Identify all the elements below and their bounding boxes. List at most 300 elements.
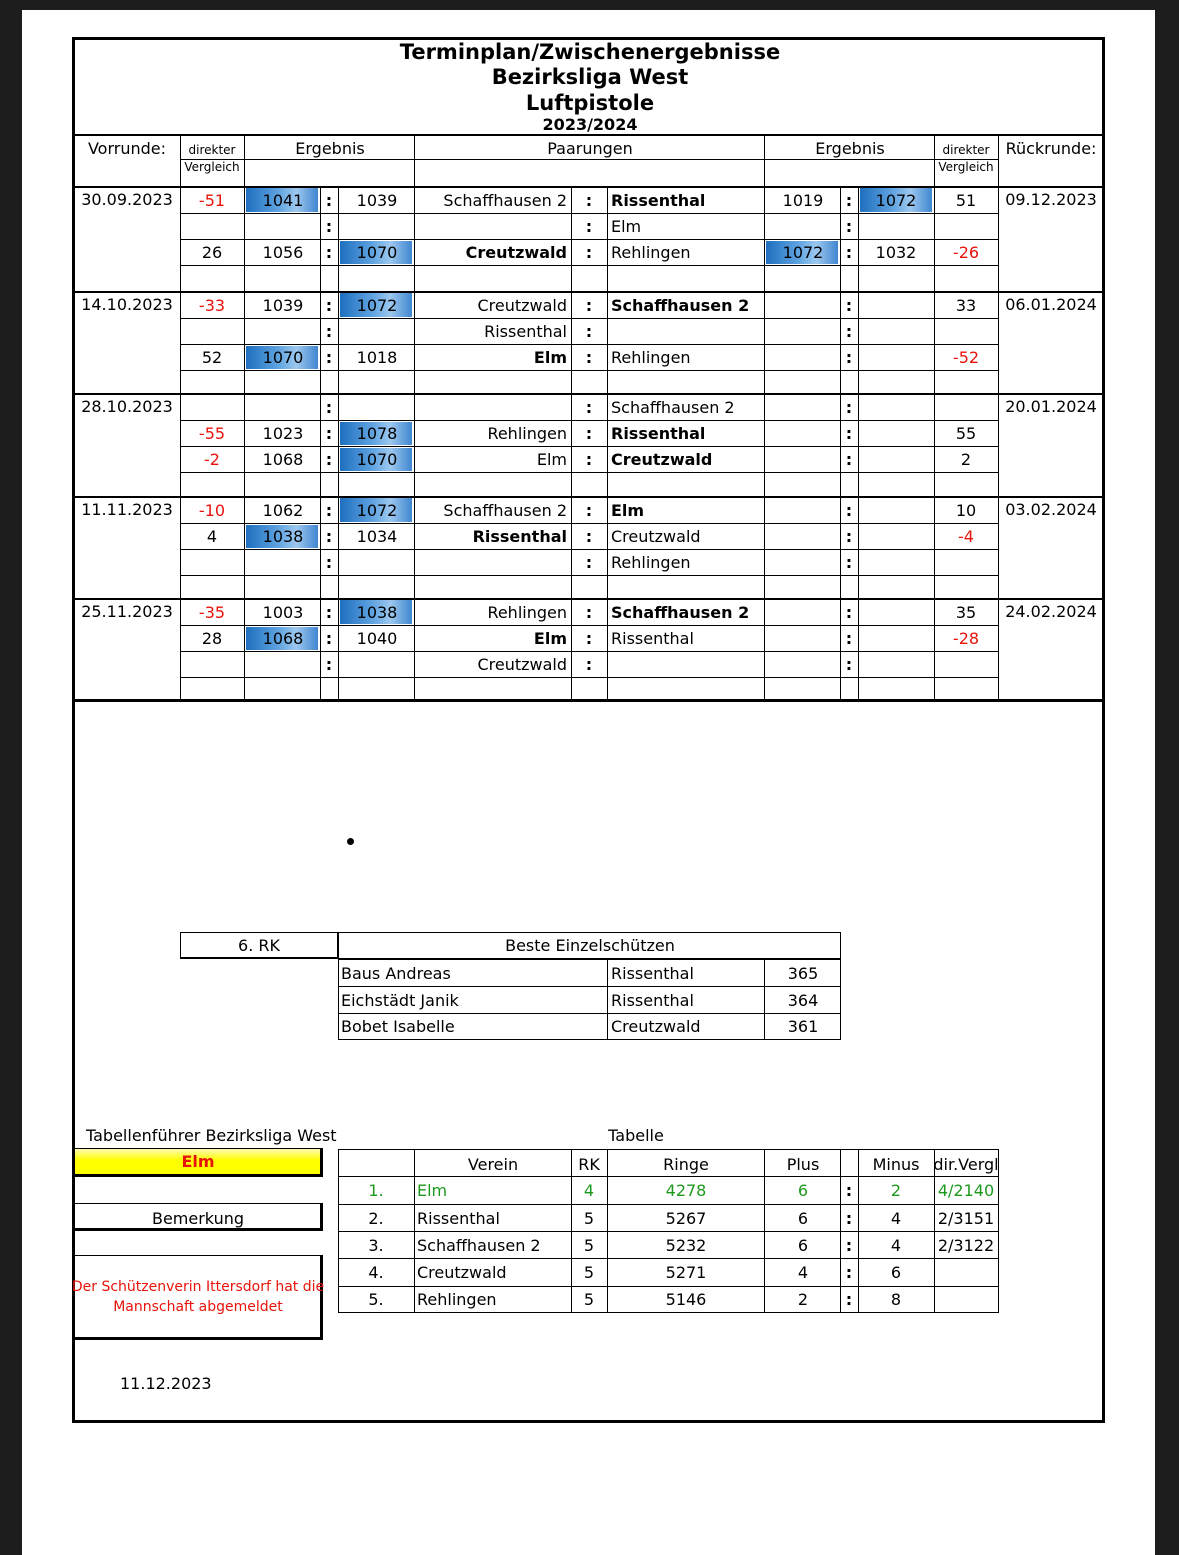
best-shooters-title: Beste Einzelschützen (505, 936, 675, 955)
score-separator: : (845, 348, 853, 367)
column-rule (244, 496, 245, 598)
match-row-rule (180, 472, 998, 473)
home-team: Elm (533, 348, 567, 367)
away-team: Schaffhausen 2 (611, 295, 750, 315)
match-row-rule (180, 625, 998, 626)
column-rule (571, 393, 572, 496)
direct-comparison-second: -28 (952, 629, 980, 648)
table-row-rule (338, 1286, 998, 1287)
away-team: Rissenthal (611, 190, 706, 210)
column-rule (180, 496, 181, 598)
table-column-rule (840, 1149, 841, 1313)
score-separator: : (845, 553, 853, 572)
vorrunde-date: 11.11.2023 (81, 500, 173, 519)
score-separator: : (325, 655, 333, 674)
column-rule (607, 393, 608, 496)
column-rule (180, 291, 181, 393)
home-team: Rissenthal (484, 322, 567, 341)
remark-text-line-1: Der Schützenverin Ittersdorf hat die (71, 1279, 325, 1295)
home-team: Rissenthal (472, 527, 567, 546)
col-ringe: Ringe (663, 1154, 709, 1174)
column-rule (858, 291, 859, 393)
table-row-rule (338, 1312, 998, 1313)
home-team: Schaffhausen 2 (443, 190, 567, 210)
direct-comparison-second: 55 (955, 424, 977, 443)
score-separator: : (845, 602, 853, 622)
column-rule (180, 598, 181, 699)
score-separator: : (325, 553, 333, 572)
header-direkter-left: direkter (188, 143, 236, 157)
away-team: Rehlingen (611, 348, 691, 367)
col-verein: Verein (467, 1154, 519, 1174)
column-rule (934, 186, 935, 291)
column-rule (607, 1013, 608, 1039)
header-column-rule (934, 134, 935, 186)
standing-rk: 5 (583, 1208, 595, 1228)
match-row-rule (180, 344, 998, 345)
column-rule (607, 291, 608, 393)
table-column-rule (858, 1149, 859, 1313)
away-team: Rehlingen (611, 243, 691, 262)
score-separator: : (845, 527, 853, 546)
first-leg-away-score: 1034 (356, 527, 398, 546)
column-rule (764, 186, 765, 291)
vorrunde-date: 28.10.2023 (81, 397, 173, 416)
vorrunde-date: 25.11.2023 (81, 602, 173, 621)
first-leg-away-score: 1070 (356, 243, 398, 262)
score-separator: : (325, 424, 333, 443)
match-row-rule (180, 239, 998, 240)
column-rule (840, 291, 841, 393)
column-rule (858, 393, 859, 496)
header-vergleich-right: Vergleich (938, 160, 994, 174)
pairing-separator: : (585, 450, 593, 469)
first-leg-home-score: 1039 (262, 295, 304, 315)
pairing-separator: : (585, 397, 593, 417)
home-team: Creutzwald (477, 295, 567, 315)
standing-plus: 6 (797, 1181, 809, 1200)
standing-separator: : (845, 1263, 853, 1282)
standing-ringe: 5267 (665, 1208, 707, 1228)
column-rule (858, 598, 859, 699)
table-column-rule (998, 1149, 999, 1313)
column-rule (571, 598, 572, 699)
vorrunde-date: 14.10.2023 (81, 295, 173, 314)
remark-text-line-2: Mannschaft abgemeldet (113, 1299, 283, 1315)
match-row-rule (180, 265, 998, 266)
shooter-name: Baus Andreas (341, 963, 451, 983)
standing-club: Creutzwald (417, 1263, 507, 1282)
away-team: Rissenthal (611, 629, 694, 648)
column-rule (934, 393, 935, 496)
pairing-separator: : (585, 500, 593, 520)
match-row-rule (180, 213, 998, 214)
first-leg-home-score: 1041 (262, 190, 304, 210)
first-leg-home-score: 1062 (262, 500, 304, 520)
standing-minus: 8 (890, 1290, 902, 1309)
column-rule (180, 393, 181, 496)
score-separator: : (325, 629, 333, 648)
first-leg-away-score: 1018 (356, 348, 398, 367)
first-leg-away-score: 1038 (356, 602, 398, 622)
col-plus: Plus (786, 1154, 820, 1174)
column-rule (934, 598, 935, 699)
column-rule (338, 186, 339, 291)
header-vergleich-left: Vergleich (184, 160, 240, 174)
leader-label: Tabellenführer Bezirksliga West (86, 1126, 337, 1145)
print-date: 11.12.2023 (120, 1374, 212, 1393)
standing-rank: 2. (368, 1208, 384, 1228)
score-separator: : (845, 500, 853, 520)
pairing-separator: : (585, 217, 593, 236)
column-rule (840, 186, 841, 291)
column-rule (998, 186, 999, 291)
standing-club: Rehlingen (417, 1290, 497, 1309)
standing-plus: 6 (797, 1235, 809, 1255)
first-leg-home-score: 1068 (262, 450, 304, 469)
column-rule (607, 496, 608, 598)
header-paarungen: Paarungen (547, 139, 633, 158)
pairing-separator: : (585, 602, 593, 622)
score-separator: : (325, 527, 333, 546)
match-row-rule (180, 318, 998, 319)
column-rule (320, 291, 321, 393)
direct-comparison-second: 2 (960, 450, 972, 469)
match-row-rule (180, 575, 998, 576)
standing-ringe: 5232 (665, 1235, 707, 1255)
column-rule (764, 393, 765, 496)
column-rule (571, 186, 572, 291)
match-row-rule (180, 549, 998, 550)
pairing-separator: : (585, 190, 593, 210)
first-leg-away-score: 1039 (356, 190, 398, 210)
schedule-bottom-rule (74, 699, 1103, 702)
direct-comparison-first: 28 (201, 629, 223, 648)
column-rule (764, 986, 765, 1013)
first-leg-home-score: 1056 (262, 243, 304, 262)
standing-plus: 2 (797, 1290, 809, 1309)
standing-minus: 2 (890, 1181, 902, 1200)
match-row-rule (180, 651, 998, 652)
standing-plus: 6 (797, 1208, 809, 1228)
first-leg-home-score: 1003 (262, 602, 304, 622)
table-column-rule (607, 1149, 608, 1313)
match-row-rule (180, 523, 998, 524)
standing-ringe: 5146 (665, 1290, 707, 1309)
away-team: Creutzwald (611, 527, 701, 546)
header-column-rule (764, 134, 765, 186)
vorrunde-date: 30.09.2023 (81, 190, 173, 209)
standing-ringe: 4278 (665, 1181, 707, 1200)
header-vorrunde: Vorrunde: (87, 139, 167, 158)
pairing-separator: : (585, 243, 593, 262)
column-rule (414, 598, 415, 699)
rueckrunde-date: 09.12.2023 (1005, 190, 1097, 209)
standing-separator: : (845, 1208, 853, 1228)
shooter-name: Eichstädt Janik (341, 990, 459, 1010)
pairing-separator: : (585, 527, 593, 546)
column-rule (320, 186, 321, 291)
direct-comparison-second: 35 (955, 602, 977, 622)
shooter-club: Rissenthal (611, 963, 694, 983)
pairing-separator: : (585, 322, 593, 341)
season-label: 2023/2024 (542, 115, 638, 134)
header-ergebnis-left: Ergebnis (295, 139, 365, 158)
score-separator: : (845, 217, 853, 236)
header-mid-rule (180, 159, 998, 160)
second-leg-score-left: 1072 (782, 243, 824, 262)
table-column-rule (338, 1149, 339, 1313)
column-rule (840, 598, 841, 699)
direct-comparison-first: 26 (201, 243, 223, 262)
rueckrunde-date: 20.01.2024 (1005, 397, 1097, 416)
column-rule (244, 393, 245, 496)
standing-separator: : (845, 1235, 853, 1255)
standing-rk: 4 (583, 1181, 595, 1200)
column-rule (858, 186, 859, 291)
direct-comparison-second: 51 (955, 190, 977, 210)
away-team: Schaffhausen 2 (611, 602, 750, 622)
score-separator: : (845, 655, 853, 674)
direct-comparison-first: -10 (198, 500, 226, 520)
column-rule (998, 393, 999, 496)
column-rule (998, 598, 999, 699)
direct-comparison-first: -55 (198, 424, 226, 443)
remark-label: Bemerkung (151, 1209, 245, 1228)
score-separator: : (845, 190, 853, 210)
column-rule (764, 959, 765, 986)
rueckrunde-date: 24.02.2024 (1005, 602, 1097, 621)
header-rueckrunde: Rückrunde: (1005, 139, 1097, 158)
title-line-2: Bezirksliga West (491, 65, 689, 89)
column-rule (338, 598, 339, 699)
rk-label: 6. RK (238, 936, 280, 955)
column-rule (180, 186, 181, 291)
column-rule (934, 496, 935, 598)
round-divider (74, 496, 1103, 498)
column-rule (244, 186, 245, 291)
home-team: Creutzwald (477, 655, 567, 674)
table-column-rule (414, 1149, 415, 1313)
away-team: Rehlingen (611, 553, 691, 572)
away-team: Rissenthal (611, 424, 706, 443)
header-column-rule (180, 134, 181, 186)
home-team: Creutzwald (465, 243, 567, 262)
standing-rk: 5 (583, 1290, 595, 1309)
column-rule (571, 496, 572, 598)
pairing-separator: : (585, 295, 593, 315)
leader-team: Elm (181, 1152, 215, 1171)
score-separator: : (845, 629, 853, 648)
shooter-club: Rissenthal (611, 990, 694, 1010)
first-leg-away-score: 1072 (356, 295, 398, 315)
standing-rank: 4. (368, 1263, 384, 1282)
home-team: Elm (533, 629, 567, 648)
score-separator: : (325, 190, 333, 210)
standing-dir-vergl: 2/3151 (937, 1208, 995, 1228)
round-divider (74, 598, 1103, 600)
round-divider (74, 393, 1103, 395)
direct-comparison-first: 52 (201, 348, 223, 367)
column-rule (764, 598, 765, 699)
standing-rk: 5 (583, 1235, 595, 1255)
round-divider (74, 186, 1103, 188)
title-line-1: Terminplan/Zwischenergebnisse (399, 40, 781, 64)
first-leg-home-score: 1023 (262, 424, 304, 443)
pairing-separator: : (585, 655, 593, 674)
column-rule (244, 598, 245, 699)
table-column-rule (764, 1149, 765, 1313)
first-leg-home-score: 1038 (262, 527, 304, 546)
score-separator: : (845, 322, 853, 341)
direct-comparison-first: -51 (198, 190, 226, 210)
standing-plus: 4 (797, 1263, 809, 1282)
away-team: Schaffhausen 2 (611, 397, 735, 417)
shooter-score: 365 (787, 963, 819, 983)
first-leg-away-score: 1040 (356, 629, 398, 648)
column-rule (320, 598, 321, 699)
column-rule (607, 959, 608, 986)
column-rule (414, 393, 415, 496)
standings-title: Tabelle (608, 1126, 664, 1145)
score-separator: : (325, 217, 333, 236)
second-leg-score-right: 1072 (875, 190, 917, 210)
second-leg-score-left: 1019 (782, 190, 824, 210)
direct-comparison-first: -2 (204, 450, 220, 469)
pairing-separator: : (585, 629, 593, 648)
score-separator: : (845, 424, 853, 443)
first-leg-home-score: 1070 (262, 348, 304, 367)
standing-minus: 6 (890, 1263, 902, 1282)
first-leg-away-score: 1070 (356, 450, 398, 469)
column-rule (338, 291, 339, 393)
standing-minus: 4 (890, 1235, 902, 1255)
standing-club: Schaffhausen 2 (417, 1235, 541, 1255)
score-separator: : (325, 397, 333, 417)
score-separator: : (325, 295, 333, 315)
column-rule (414, 291, 415, 393)
column-rule (607, 186, 608, 291)
standing-club: Elm (417, 1181, 448, 1200)
away-team: Elm (611, 500, 645, 520)
column-rule (840, 393, 841, 496)
table-row-rule (338, 1231, 998, 1232)
header-direkter-right: direkter (942, 143, 990, 157)
away-team: Elm (611, 217, 642, 236)
score-separator: : (325, 348, 333, 367)
title-line-3: Luftpistole (525, 91, 655, 115)
column-rule (840, 496, 841, 598)
home-team: Schaffhausen 2 (443, 500, 567, 520)
table-row-rule (338, 1258, 998, 1259)
column-rule (414, 186, 415, 291)
direct-comparison-second: -52 (952, 348, 980, 367)
column-rule (244, 291, 245, 393)
first-leg-home-score: 1068 (262, 629, 304, 648)
standing-minus: 4 (890, 1208, 902, 1228)
col-rk: RK (578, 1154, 600, 1174)
first-leg-away-score: 1072 (356, 500, 398, 520)
header-column-rule (244, 134, 245, 186)
header-top-rule (74, 134, 1103, 136)
pairing-separator: : (585, 348, 593, 367)
column-rule (607, 986, 608, 1013)
standing-separator: : (845, 1290, 853, 1309)
shooter-name: Bobet Isabelle (341, 1017, 455, 1036)
direct-comparison-second: -26 (952, 243, 980, 262)
standing-dir-vergl: 4/2140 (937, 1181, 995, 1200)
column-rule (571, 291, 572, 393)
direct-comparison-second: -4 (958, 527, 974, 546)
direct-comparison-second: 10 (955, 500, 977, 520)
first-leg-away-score: 1078 (356, 424, 398, 443)
col-dir-vergl: dir.Vergl (933, 1154, 999, 1174)
score-separator: : (845, 450, 853, 469)
away-team: Creutzwald (611, 450, 713, 469)
home-team: Rehlingen (487, 424, 567, 443)
standing-rank: 3. (368, 1235, 384, 1255)
header-ergebnis-right: Ergebnis (815, 139, 885, 158)
shooter-score: 364 (787, 990, 819, 1010)
column-rule (607, 598, 608, 699)
direct-comparison-first: -35 (198, 602, 226, 622)
column-rule (764, 496, 765, 598)
table-column-rule (934, 1149, 935, 1313)
direct-comparison-first: 4 (206, 527, 218, 546)
direct-comparison-first: -33 (198, 295, 226, 315)
table-column-rule (571, 1149, 572, 1313)
standing-ringe: 5271 (665, 1263, 707, 1282)
score-separator: : (325, 322, 333, 341)
standing-rank: 5. (368, 1290, 384, 1309)
pairing-separator: : (585, 553, 593, 572)
table-row-rule (338, 1204, 998, 1205)
score-separator: : (325, 500, 333, 520)
standing-separator: : (845, 1181, 853, 1200)
column-rule (764, 291, 765, 393)
rueckrunde-date: 06.01.2024 (1005, 295, 1097, 314)
score-separator: : (845, 243, 853, 262)
col-minus: Minus (872, 1154, 920, 1174)
home-team: Rehlingen (487, 602, 567, 622)
score-separator: : (845, 295, 853, 315)
match-row-rule (180, 677, 998, 678)
column-rule (858, 496, 859, 598)
pairing-separator: : (585, 424, 593, 443)
column-rule (764, 1013, 765, 1039)
match-row-rule (180, 446, 998, 447)
standing-club: Rissenthal (417, 1208, 500, 1228)
column-rule (998, 496, 999, 598)
column-rule (934, 291, 935, 393)
shooter-club: Creutzwald (611, 1017, 701, 1036)
round-divider (74, 291, 1103, 293)
table-top-rule (338, 1149, 998, 1150)
column-rule (338, 393, 339, 496)
table-row-rule (338, 1176, 998, 1177)
score-separator: : (325, 243, 333, 262)
remark-box (71, 1255, 325, 1340)
match-row-rule (180, 420, 998, 421)
rueckrunde-date: 03.02.2024 (1005, 500, 1097, 519)
direct-comparison-second: 33 (955, 295, 977, 315)
standing-rank: 1. (368, 1181, 384, 1200)
column-rule (338, 496, 339, 598)
bullet-dot (347, 838, 354, 845)
match-row-rule (180, 370, 998, 371)
header-column-rule (414, 134, 415, 186)
standing-rk: 5 (583, 1263, 595, 1282)
